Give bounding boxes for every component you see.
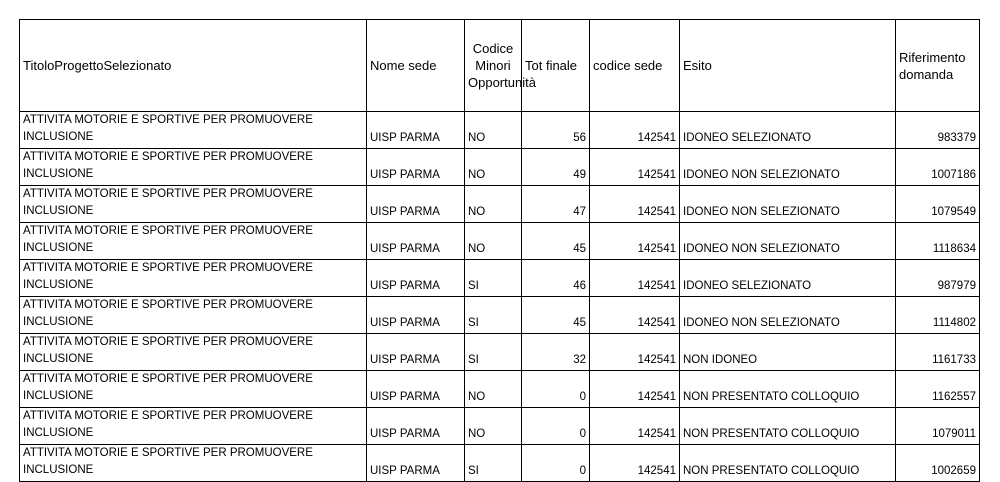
cell-codice-sede: 142541: [590, 297, 680, 334]
table-row: [20, 186, 980, 223]
cell-codice-sede: 142541: [590, 260, 680, 297]
cell-codice-sede: 142541: [590, 334, 680, 371]
cell-riferimento: 1007186: [896, 149, 980, 186]
cell-codice-minori: SI: [465, 297, 522, 334]
cell-codice-minori: NO: [465, 408, 522, 445]
cell-esito: IDONEO NON SELEZIONATO: [680, 223, 896, 260]
cell-tot-finale: 0: [522, 371, 590, 408]
cell-codice-minori: SI: [465, 334, 522, 371]
cell-codice-minori: NO: [465, 112, 522, 149]
cell-codice-sede: 142541: [590, 149, 680, 186]
cell-nome-sede: UISP PARMA: [367, 297, 465, 334]
cell-nome-sede: UISP PARMA: [367, 445, 465, 482]
cell-esito: IDONEO NON SELEZIONATO: [680, 297, 896, 334]
table-row: [20, 408, 980, 445]
table-row: [20, 223, 980, 260]
cell-codice-minori: SI: [465, 445, 522, 482]
cell-esito: NON IDONEO: [680, 334, 896, 371]
cell-riferimento: 1162557: [896, 371, 980, 408]
cell-codice-minori: NO: [465, 223, 522, 260]
cell-tot-finale: 47: [522, 186, 590, 223]
header-riferimento: Riferimento domanda: [896, 20, 980, 112]
cell-titolo: ATTIVITA MOTORIE E SPORTIVE PER PROMUOVERE INCLUSIONE: [20, 334, 367, 371]
cell-codice-minori: NO: [465, 186, 522, 223]
results-table: [19, 19, 980, 482]
cell-nome-sede: UISP PARMA: [367, 371, 465, 408]
header-codice-sede: codice sede: [590, 20, 680, 112]
cell-titolo: ATTIVITA MOTORIE E SPORTIVE PER PROMUOVERE INCLUSIONE: [20, 186, 367, 223]
cell-riferimento: 1002659: [896, 445, 980, 482]
cell-nome-sede: UISP PARMA: [367, 408, 465, 445]
cell-titolo: ATTIVITA MOTORIE E SPORTIVE PER PROMUOVERE INCLUSIONE: [20, 149, 367, 186]
cell-codice-sede: 142541: [590, 408, 680, 445]
header-tot-finale: Tot finale: [522, 20, 590, 112]
cell-titolo: ATTIVITA MOTORIE E SPORTIVE PER PROMUOVERE INCLUSIONE: [20, 223, 367, 260]
cell-riferimento: 1079549: [896, 186, 980, 223]
header-nome-sede: Nome sede: [367, 20, 465, 112]
cell-codice-minori: SI: [465, 260, 522, 297]
cell-nome-sede: UISP PARMA: [367, 260, 465, 297]
table-row: [20, 297, 980, 334]
cell-codice-sede: 142541: [590, 186, 680, 223]
cell-esito: NON PRESENTATO COLLOQUIO: [680, 371, 896, 408]
cell-codice-sede: 142541: [590, 112, 680, 149]
cell-tot-finale: 56: [522, 112, 590, 149]
cell-titolo: ATTIVITA MOTORIE E SPORTIVE PER PROMUOVERE INCLUSIONE: [20, 445, 367, 482]
cell-tot-finale: 0: [522, 408, 590, 445]
cell-esito: NON PRESENTATO COLLOQUIO: [680, 445, 896, 482]
cell-tot-finale: 32: [522, 334, 590, 371]
table-row: [20, 334, 980, 371]
cell-esito: IDONEO SELEZIONATO: [680, 112, 896, 149]
cell-titolo: ATTIVITA MOTORIE E SPORTIVE PER PROMUOVERE INCLUSIONE: [20, 408, 367, 445]
cell-riferimento: 983379: [896, 112, 980, 149]
cell-titolo: ATTIVITA MOTORIE E SPORTIVE PER PROMUOVERE INCLUSIONE: [20, 112, 367, 149]
table-row: [20, 112, 980, 149]
cell-tot-finale: 45: [522, 223, 590, 260]
table-row: [20, 260, 980, 297]
cell-riferimento: 987979: [896, 260, 980, 297]
cell-tot-finale: 46: [522, 260, 590, 297]
cell-codice-minori: NO: [465, 371, 522, 408]
table-row: [20, 149, 980, 186]
cell-tot-finale: 0: [522, 445, 590, 482]
cell-esito: IDONEO SELEZIONATO: [680, 260, 896, 297]
cell-tot-finale: 45: [522, 297, 590, 334]
cell-riferimento: 1118634: [896, 223, 980, 260]
header-titolo: TitoloProgettoSelezionato: [20, 20, 367, 112]
cell-nome-sede: UISP PARMA: [367, 223, 465, 260]
header-esito: Esito: [680, 20, 896, 112]
cell-titolo: ATTIVITA MOTORIE E SPORTIVE PER PROMUOVERE INCLUSIONE: [20, 371, 367, 408]
cell-riferimento: 1161733: [896, 334, 980, 371]
cell-codice-sede: 142541: [590, 223, 680, 260]
cell-codice-minori: NO: [465, 149, 522, 186]
cell-titolo: ATTIVITA MOTORIE E SPORTIVE PER PROMUOVERE INCLUSIONE: [20, 297, 367, 334]
cell-riferimento: 1114802: [896, 297, 980, 334]
cell-tot-finale: 49: [522, 149, 590, 186]
cell-nome-sede: UISP PARMA: [367, 186, 465, 223]
cell-codice-sede: 142541: [590, 445, 680, 482]
cell-riferimento: 1079011: [896, 408, 980, 445]
cell-nome-sede: UISP PARMA: [367, 334, 465, 371]
table-row: [20, 445, 980, 482]
cell-esito: NON PRESENTATO COLLOQUIO: [680, 408, 896, 445]
cell-esito: IDONEO NON SELEZIONATO: [680, 186, 896, 223]
header-codice-minori: Codice Minori Opportunità: [465, 20, 522, 112]
header-row: [20, 20, 980, 112]
cell-titolo: ATTIVITA MOTORIE E SPORTIVE PER PROMUOVERE INCLUSIONE: [20, 260, 367, 297]
cell-codice-sede: 142541: [590, 371, 680, 408]
cell-nome-sede: UISP PARMA: [367, 149, 465, 186]
cell-nome-sede: UISP PARMA: [367, 112, 465, 149]
table-row: [20, 371, 980, 408]
cell-esito: IDONEO NON SELEZIONATO: [680, 149, 896, 186]
